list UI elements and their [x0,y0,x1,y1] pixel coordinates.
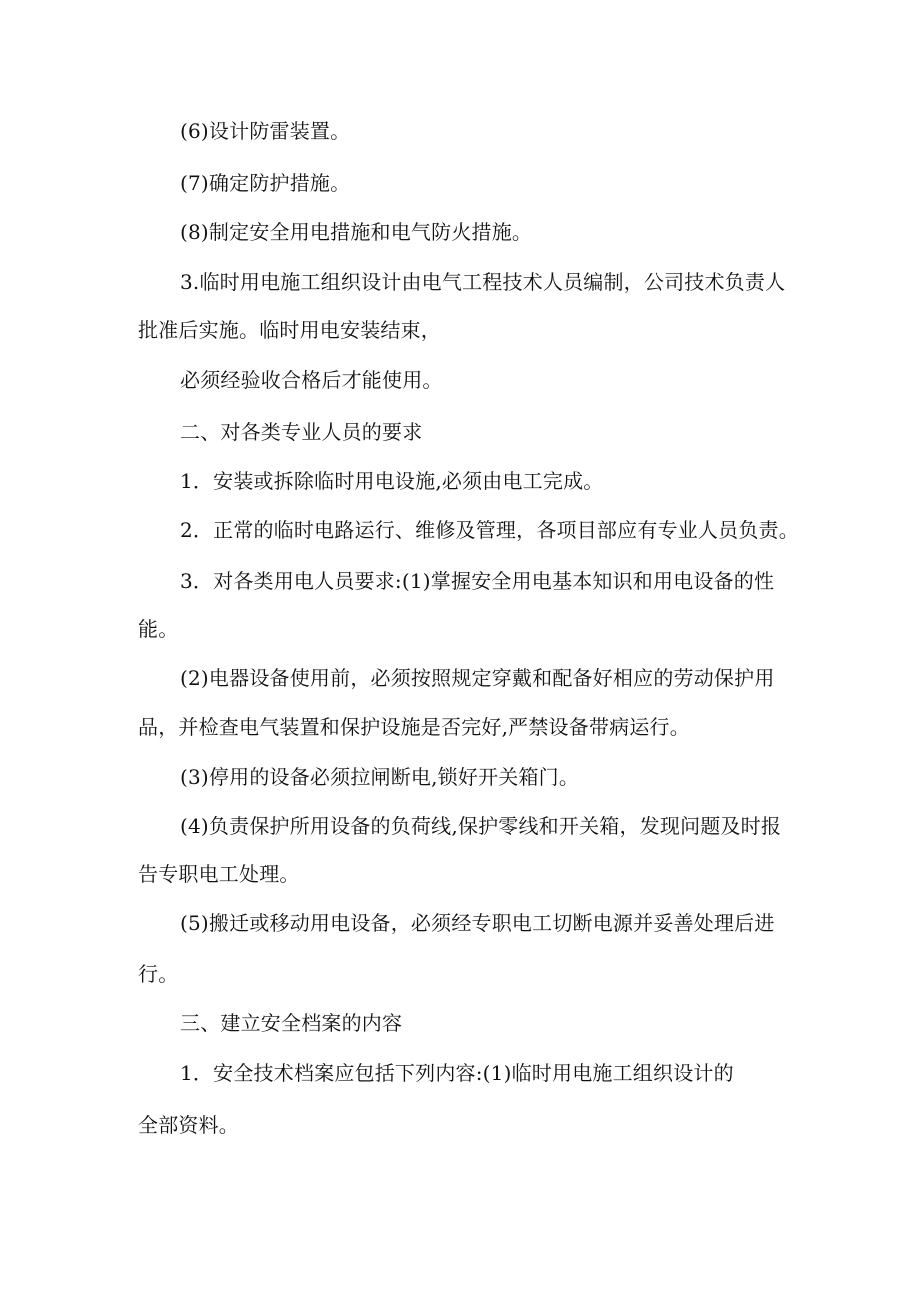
paragraph-line: (8)制定安全用电措施和电气防火措施。 [180,220,533,244]
section-heading: 三、建立安全档案的内容 [180,1011,403,1035]
paragraph-line: 批准后实施。临时用电安装结束， [138,318,441,342]
section-heading: 二、对各类专业人员的要求 [180,420,423,444]
paragraph-line: 必须经验收合格后才能使用。 [180,368,443,392]
paragraph-line: 1．安全技术档案应包括下列内容:(1)临时用电施工组织设计的 [180,1061,734,1085]
paragraph-line: 3.临时用电施工组织设计由电气工程技术人员编制，公司技术负责人 [180,270,786,294]
paragraph-line: 品，并检查电气装置和保护设施是否完好,严禁设备带病运行。 [138,715,690,739]
paragraph-line: 1．安装或拆除临时用电设施,必须由电工完成。 [180,469,604,493]
paragraph-line: (5)搬迁或移动用电设备，必须经专职电工切断电源并妥善处理后进 [180,911,775,935]
paragraph-line: (2)电器设备使用前，必须按照规定穿戴和配备好相应的劳动保护用 [180,666,775,690]
paragraph-line: 全部资料。 [138,1113,239,1137]
paragraph-line: (4)负责保护所用设备的负荷线,保护零线和开关箱，发现问题及时报 [180,814,782,838]
paragraph-line: (3)停用的设备必须拉闸断电,锁好开关箱门。 [180,765,580,789]
paragraph-line: (7)确定防护措施。 [180,171,351,195]
paragraph-line: 能。 [138,617,179,641]
paragraph-line: 3．对各类用电人员要求:(1)掌握安全用电基本知识和用电设备的性 [180,569,775,593]
paragraph-line: 2．正常的临时电路运行、维修及管理，各项目部应有专业人员负责。 [180,518,799,542]
paragraph-line: 行。 [138,962,179,986]
paragraph-line: (6)设计防雷装置。 [180,119,351,143]
paragraph-line: 告专职电工处理。 [138,862,300,886]
